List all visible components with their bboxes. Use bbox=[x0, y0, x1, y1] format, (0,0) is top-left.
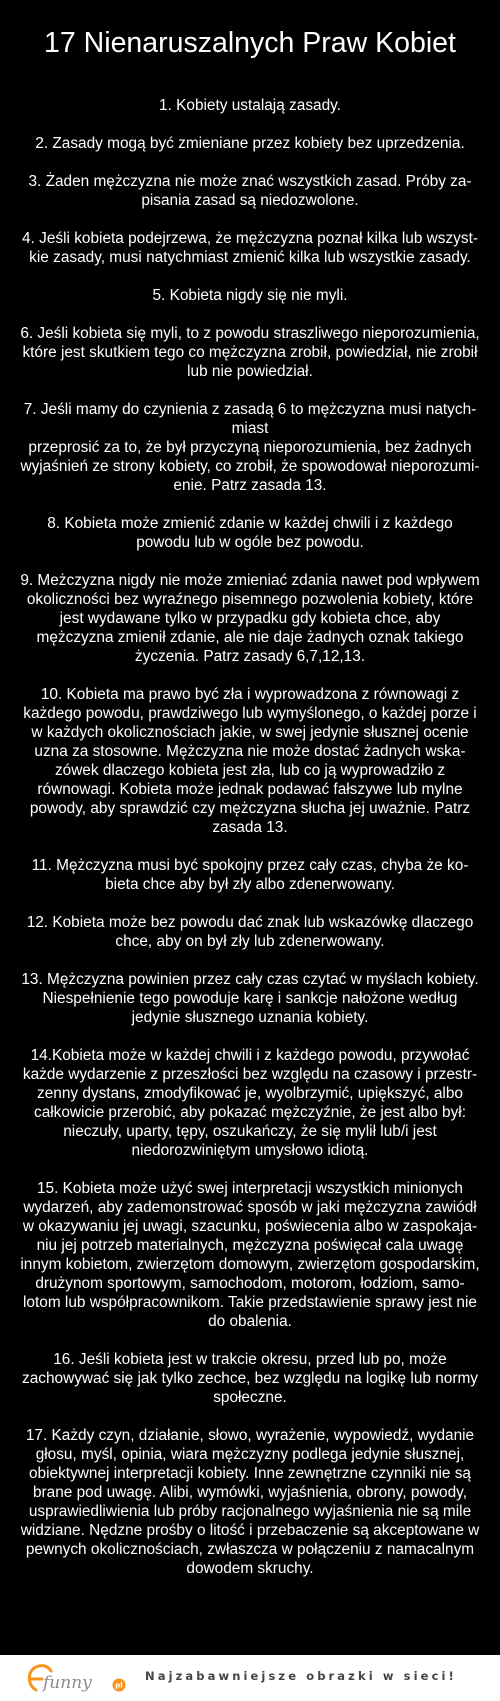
rule-line: 8. Kobieta może zmienić zdanie w każdej chwili i z każdego bbox=[47, 515, 453, 532]
rule-line: jedynie słusznego uznania kobiety. bbox=[131, 1009, 369, 1026]
rule-line: 1. Kobiety ustalają zasady. bbox=[159, 97, 341, 114]
rule-line: innym kobietom, zwierzętom domowym, zwierzętom gospodarskim, bbox=[20, 1256, 480, 1273]
rule-item bbox=[3, 685, 497, 837]
rule-line: w okazywaniu jej uwagi, szacunku, poświecenia albo w zaspokaja- bbox=[22, 1218, 478, 1235]
rule-line: w każdych okolicznościach jakie, w swej jedynie słusznej ocenie bbox=[31, 724, 469, 741]
rule-line: powody, aby sprawdzić czy mężczyzna słucha jej uważnie. Patrz bbox=[29, 800, 471, 817]
site-footer bbox=[0, 1655, 500, 1701]
rule-line: przeprosić za to, że był przyczyną nieporozumienia, bez żadnych bbox=[28, 439, 472, 456]
rule-line: głosu, myśl, opinia, wiara mężczyzny podlega jedynie słusznej, bbox=[35, 1446, 465, 1463]
rule-line: nieczuły, uparty, tępy, oszukańczy, że się mylił lub/i jest bbox=[63, 1123, 437, 1140]
rule-line: wydarzeń, aby zademonstrować sposób w jaki mężczyzna zawiódł bbox=[23, 1199, 477, 1216]
rule-line: zenny dystans, zmodyfikować je, wyolbrzymić, upiększyć, albo bbox=[37, 1085, 463, 1102]
rule-item bbox=[3, 1179, 497, 1331]
rule-line: bieta chce aby był zły albo zdenerwowany. bbox=[105, 876, 395, 893]
rule-line: zówek dlaczego kobieta jest zła, lub co ją wyprowadziło z bbox=[54, 762, 446, 779]
rule-line: jest wydawane tylko w przypadku gdy kobieta chce, aby bbox=[59, 610, 441, 627]
rule-item bbox=[3, 856, 497, 894]
rule-line: widziane. Nędzne prośby o litość i przebaczenie są akceptowane w bbox=[20, 1522, 480, 1539]
rule-line: drużynom sportowym, samochodom, motorom, łodziom, samo- bbox=[35, 1275, 465, 1292]
rule-item bbox=[3, 1426, 497, 1578]
rule-line: obiektywnej interpretacji kobiety. Inne zewnętrzne czynniki nie są bbox=[29, 1465, 471, 1482]
rule-line: 14.Kobieta może w każdej chwili i z każdego powodu, przywołać bbox=[30, 1047, 470, 1064]
rule-line: mężczyzna zmienił zdanie, ale nie daje żadnych oznak takiego bbox=[36, 629, 464, 646]
rule-line: niu jej potrzeb materialnych, mężczyzna poświęcał cala uwagę bbox=[36, 1237, 464, 1254]
rule-line: lotom lub współpracownikom. Takie przedstawienie sprawy jest nie bbox=[23, 1294, 477, 1311]
rule-line: każde wydarzenie z przeszłości bez względu na czasowy i przestr- bbox=[22, 1066, 478, 1083]
rule-line: 3. Żaden mężczyzna nie może znać wszystkich zasad. Próby za- bbox=[28, 173, 472, 190]
rule-line: 12. Kobieta może bez powodu dać znak lub wskazówkę dlaczego bbox=[26, 914, 474, 931]
rule-item bbox=[3, 229, 497, 267]
rule-item bbox=[3, 134, 497, 153]
rule-line: pisania zasad są niedozwolone. bbox=[141, 192, 359, 209]
rule-line: 5. Kobieta nigdy się nie myli. bbox=[152, 287, 348, 304]
rule-line: 6. Jeśli kobieta się myli, to z powodu straszliwego nieporozumienia, bbox=[20, 325, 480, 342]
rule-line: 9. Meżczyzna nigdy nie może zmieniać zdania nawet pod wpływem bbox=[20, 572, 480, 589]
rule-item bbox=[3, 514, 497, 552]
rule-line: które jest skutkiem tego co mężczyzna zrobił, powiedział, nie zrobił bbox=[22, 344, 478, 361]
rule-line: pewnych okolicznościach, zwłaszcza w połączeniu z namacalnym bbox=[25, 1541, 475, 1558]
rule-line: usprawiedliwienia lub próby racjonalnego wyjaśnienia nie są mile bbox=[28, 1503, 472, 1520]
rule-line: uzna za stosowne. Mężczyzna nie może dostać żadnych wska- bbox=[34, 743, 466, 760]
rule-line: życzenia. Patrz zasady 6,7,12,13. bbox=[134, 648, 366, 665]
rule-line: kie zasady, musi natychmiast zmienić kilka lub wszystkie zasady. bbox=[29, 249, 471, 266]
rule-line: brane pod uwagę. Alibi, wymówki, wyjaśnienia, obrony, powody, bbox=[32, 1484, 468, 1501]
rule-line: miast bbox=[231, 420, 269, 437]
rule-line: 13. Mężczyzna powinien przez cały czas czytać w myślach kobiety. bbox=[21, 971, 479, 988]
rules-list bbox=[3, 96, 497, 1597]
rule-item bbox=[3, 96, 497, 115]
rule-line: powodu lub w ogóle bez powodu. bbox=[136, 534, 364, 551]
rule-item bbox=[3, 1046, 497, 1160]
rule-item bbox=[3, 571, 497, 666]
rule-line: Niespełnienie tego powoduje karę i sankcje nałożone według bbox=[42, 990, 458, 1007]
rule-line: dowodem skruchy. bbox=[186, 1560, 314, 1577]
rule-line: enie. Patrz zasada 13. bbox=[173, 477, 327, 494]
rule-line: 4. Jeśli kobieta podejrzewa, że mężczyzna poznał kilka lub wszyst- bbox=[22, 230, 478, 247]
rule-item bbox=[3, 286, 497, 305]
funny-logo[interactable] bbox=[22, 1659, 140, 1699]
rule-line: 16. Jeśli kobieta jest w trakcie okresu, przed lub po, może bbox=[53, 1351, 447, 1368]
rule-line: 17. Każdy czyn, działanie, słowo, wyrażenie, wypowiedź, wydanie bbox=[25, 1427, 475, 1444]
logo-wordmark: funny bbox=[43, 1673, 92, 1693]
rule-item bbox=[3, 913, 497, 951]
rule-line: równowagi. Kobieta może jednak podawać fałszywe lub mylne bbox=[37, 781, 463, 798]
rule-line: zasada 13. bbox=[212, 819, 288, 836]
rule-line: 15. Kobieta może użyć swej interpretacji wszystkich minionych bbox=[37, 1180, 463, 1197]
rule-line: 7. Jeśli mamy do czynienia z zasadą 6 to mężczyzna musi natych- bbox=[23, 401, 477, 418]
rule-item bbox=[3, 400, 497, 495]
logo-suffix: pl bbox=[115, 1681, 123, 1690]
rule-item bbox=[3, 1350, 497, 1407]
rule-line: 2. Zasady mogą być zmieniane przez kobiety bez uprzedzenia. bbox=[35, 135, 465, 152]
footer-tagline: Najzabawniejsze obrazki w sieci! bbox=[145, 1669, 457, 1683]
rule-item bbox=[3, 970, 497, 1027]
rule-line: do obalenia. bbox=[208, 1313, 292, 1330]
rule-item bbox=[3, 172, 497, 210]
rule-line: całkowicie przerobić, aby pokazać mężczyźnie, że jest albo był: bbox=[34, 1104, 466, 1121]
rule-item bbox=[3, 324, 497, 381]
rule-line: chce, aby on był zły lub zdenerwowany. bbox=[115, 933, 385, 950]
rule-line: 10. Kobieta ma prawo być zła i wyprowadzona z równowagi z bbox=[40, 686, 460, 703]
rule-line: lub nie powiedział. bbox=[187, 363, 313, 380]
rule-line: 11. Mężczyzna musi być spokojny przez cały czas, chyba że ko- bbox=[31, 857, 469, 874]
rule-line: niedorozwiniętym umysłowo idiotą. bbox=[131, 1142, 369, 1159]
poster-title: 17 Nienaruszalnych Praw Kobiet bbox=[44, 27, 456, 59]
rule-line: społeczne. bbox=[213, 1389, 287, 1406]
rule-line: okoliczności bez wyraźnego pisemnego pozwolenia kobiety, które bbox=[26, 591, 474, 608]
rule-line: zachowywać się jak tylko zechce, bez względu na logikę lub normy bbox=[22, 1370, 478, 1387]
rule-line: wyjaśnień ze strony kobiety, co zrobił, że spowodował nieporozumi- bbox=[20, 458, 480, 475]
rule-line: każdego powodu, prawdziwego lub wymyślonego, o każdej porze i bbox=[23, 705, 477, 722]
